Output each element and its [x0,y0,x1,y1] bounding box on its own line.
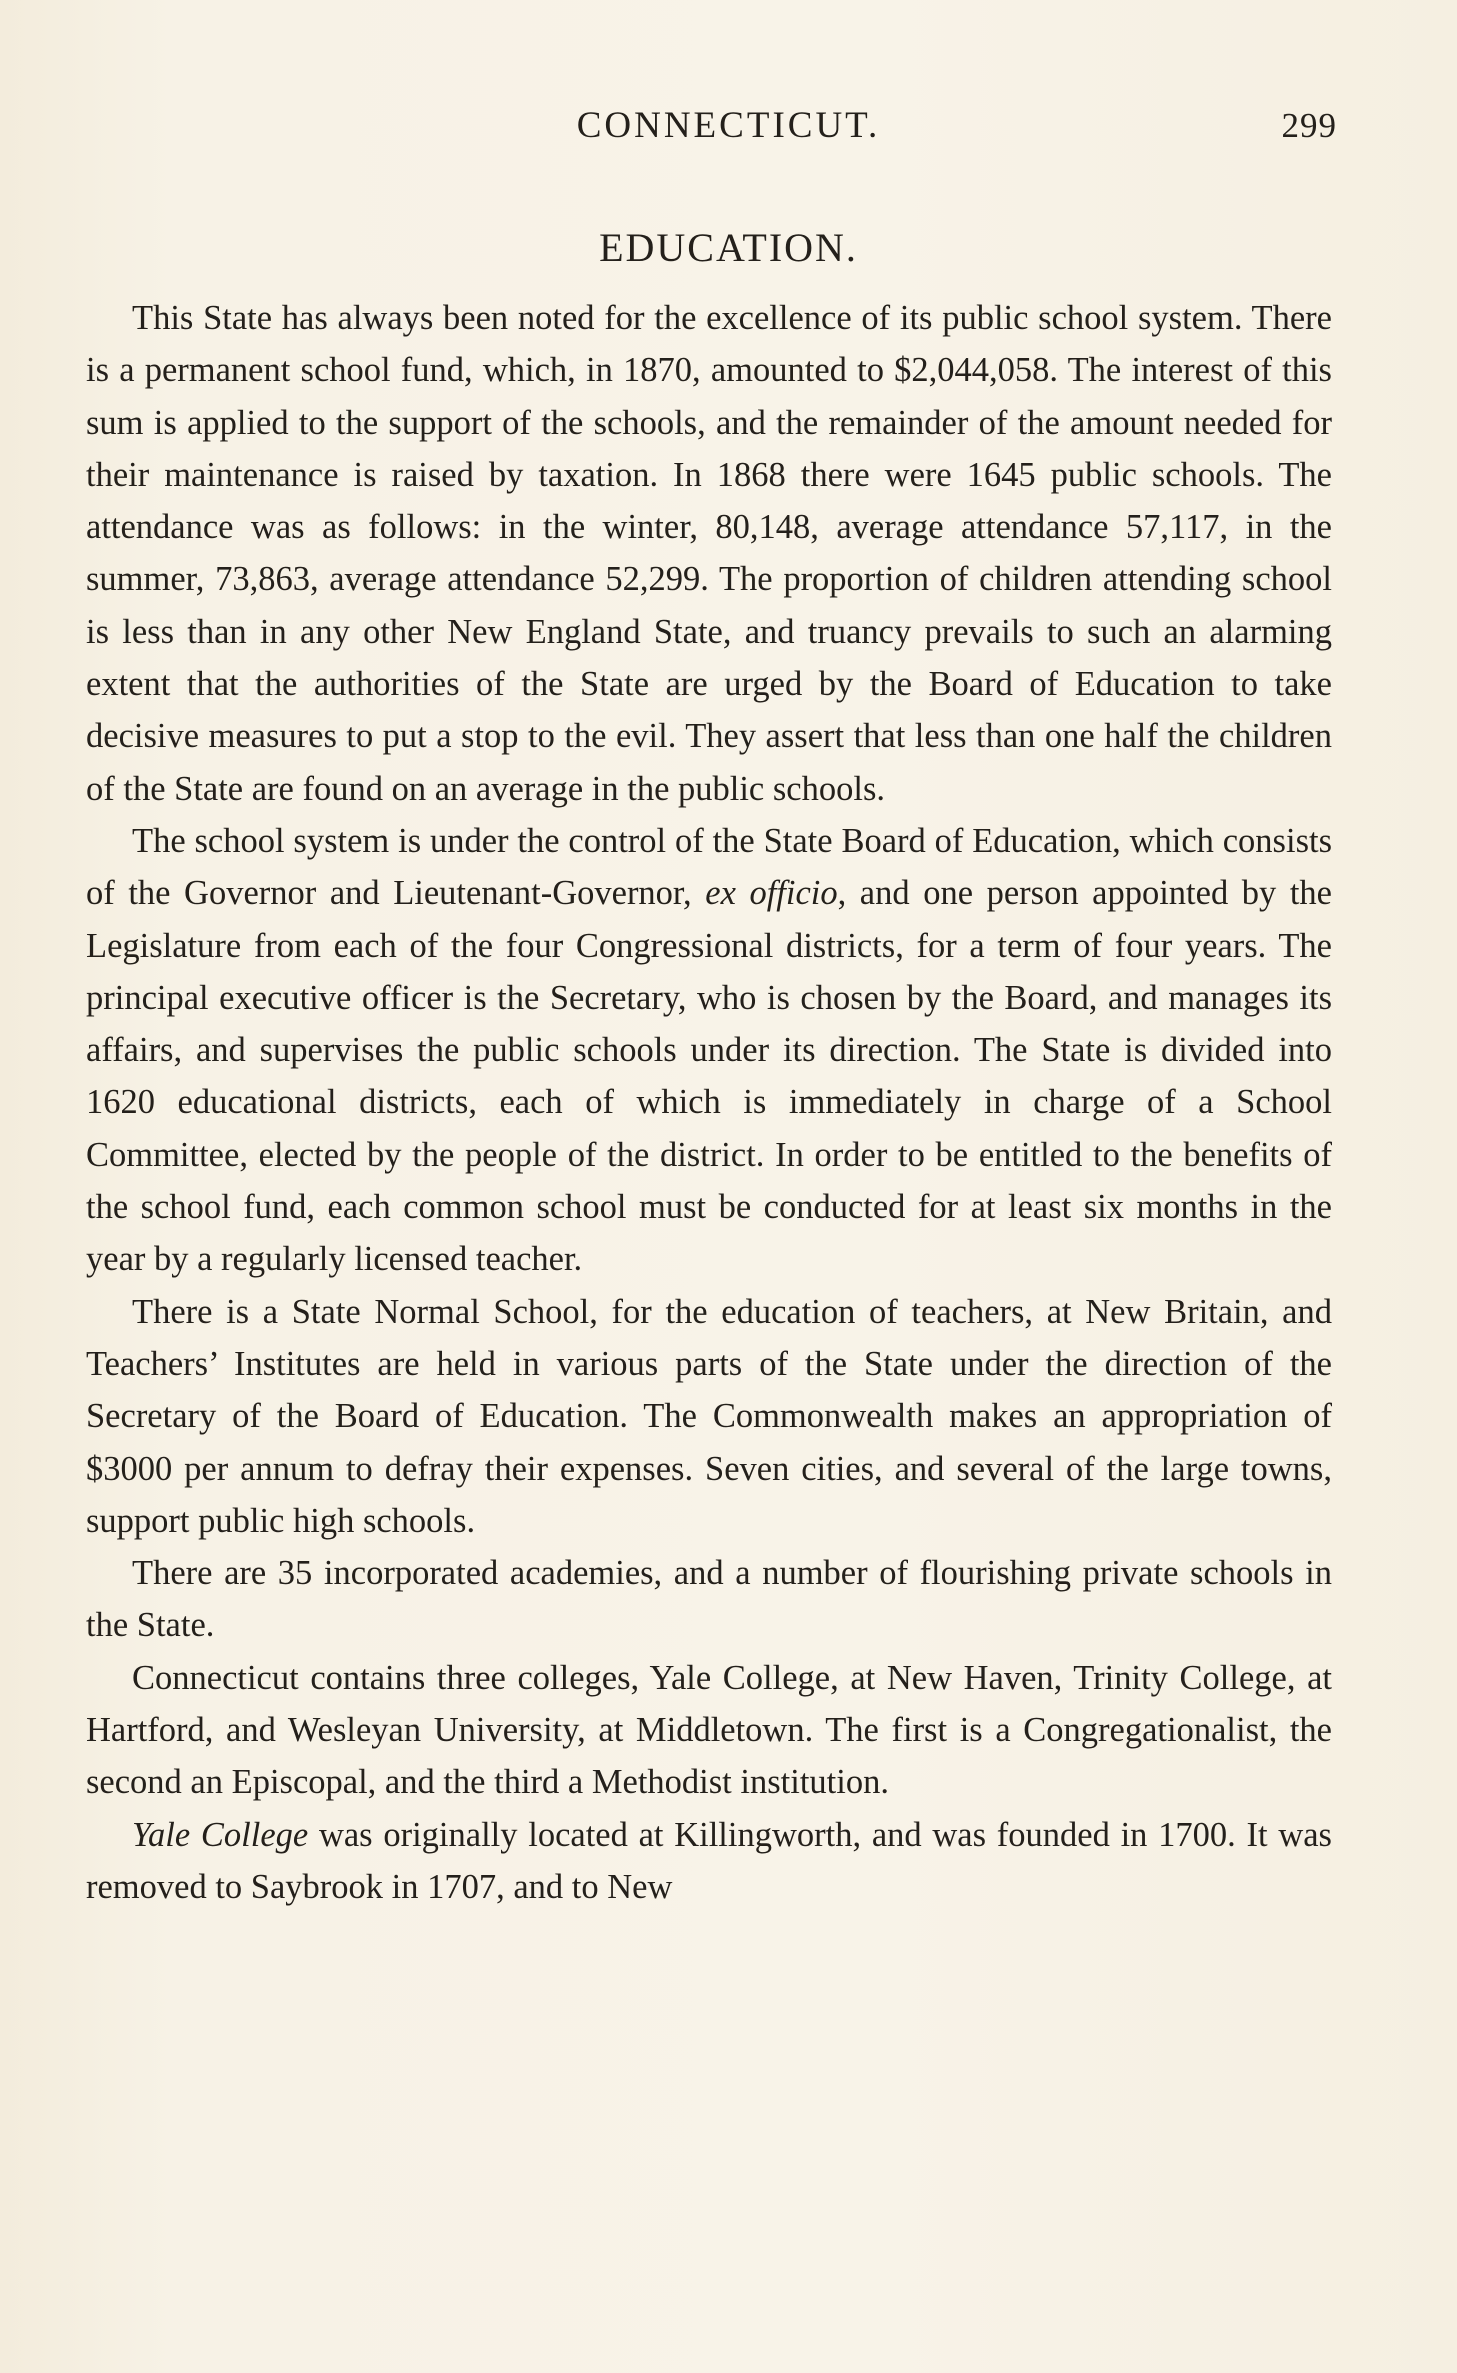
italic-text: Yale College [132,1815,309,1854]
running-title: CONNECTICUT. [576,105,881,146]
paragraph [86,1809,1332,1914]
paragraph [86,815,1332,1286]
paragraph-text: Connecticut contains three colleges, Yale College, at New Haven, Trinity College, at Hartford, and Wesleyan University, at Middletown. The first is a Congregationalist, the second an Episcopal, and the third a Methodist institution. [86,1658,1332,1802]
page-number: 299 [1281,106,1337,145]
section-heading: EDUCATION. [599,225,858,270]
italic-text: ex officio [705,874,838,913]
running-head [0,104,1457,154]
paragraph-text: was originally located at Killingworth, and was founded in 1700. It was removed to Saybrook in 1707, and to New [86,1815,1332,1906]
paragraph-text: There is a State Normal School, for the education of teachers, at New Britain, and Teachers’ Institutes are held in various parts of the State under the direction of the Secretary of the Board of Education. The Commonwealth makes an appropriation of $3000 per annum to defray their expenses. Seven cities, and several of the large towns, support public high schools. [86,1292,1332,1540]
paragraph-text: There are 35 incorporated academies, and a number of flourishing private schools in the State. [86,1554,1332,1645]
body-text [86,292,1332,1913]
paragraph-text: , and one person appointed by the Legislature from each of the four Congressional districts, for a term of four years. The principal executive officer is the Secretary, who is chosen by the Board, and manages its affairs, and supervises the public schools under its direction. The State is divided into 1620 educational districts, each of which is immediately in charge of a School Committee, elected by the people of the district. In order to be entitled to the benefits of the school fund, each common school must be conducted for at least six months in the year by a regularly licensed teacher. [86,874,1332,1279]
paragraph [86,1547,1332,1652]
paragraph-text: The school system is under the control of the State Board of Education, which consists of the Governor and Lieutenant-Governor, [86,821,1332,913]
paragraph [86,1286,1332,1547]
paragraph [86,292,1332,815]
paragraph [86,1652,1332,1809]
paragraph-text: This State has always been noted for the excellence of its public school system. There is a permanent school fund, which, in 1870, amounted to $2,044,058. The interest of this sum is applied to the support of the schools, and the remainder of the amount needed for their maintenance is raised by taxation. In 1868 there were 1645 public schools. The attendance was as follows: in the winter, 80,148, average attendance 57,117, in the summer, 73,863, average attendance 52,299. The proportion of children attending school is less than in any other New England State, and truancy prevails to such an alarming extent that the authorities of the State are urged by the Board of Education to take decisive measures to put a stop to the evil. They assert that less than one half the children of the State are found on an average in the public schools. [86,299,1332,808]
